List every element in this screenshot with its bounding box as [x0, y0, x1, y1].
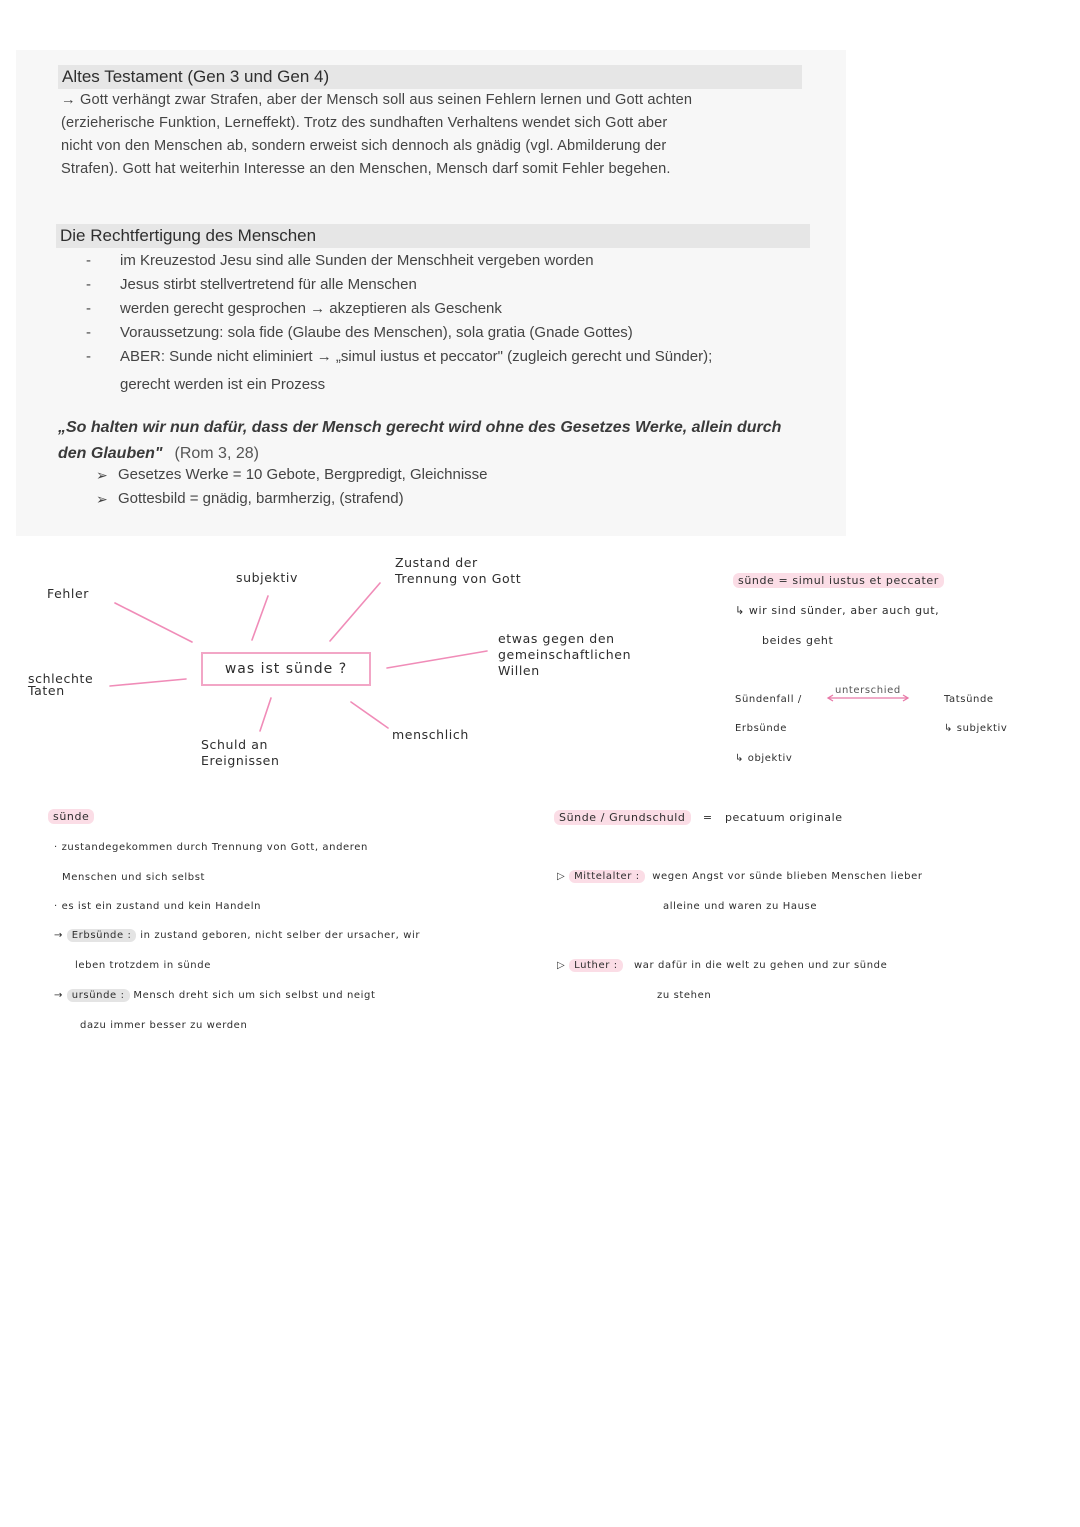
connector-schuld: [260, 698, 271, 731]
mindmap-node-zustand: [395, 555, 521, 587]
node-line: Taten: [28, 683, 65, 698]
paragraph-line: Strafen). Gott hat weiterhin Interesse an den Menschen, Mensch darf somit Fehler begehen.: [61, 161, 671, 177]
paragraph-line: (erzieherische Funktion, Lerneffekt). Trotz des sundhaften Verhaltens wendet sich Gott aber: [61, 115, 668, 131]
grundschuld-highlight: Sünde / Grundschuld: [554, 810, 691, 825]
list-item: - werden gerecht gesprochen → akzeptieren als Geschenk: [86, 300, 502, 317]
node-line: gemeinschaftlichen: [498, 647, 632, 662]
suende-heading: [48, 810, 94, 824]
section-heading-altes-testament: Altes Testament (Gen 3 und Gen 4): [58, 65, 802, 89]
erbsuende-cont: leben trotzdem in sünde: [75, 960, 211, 971]
triangle-bullet-icon: ➢: [96, 491, 108, 507]
quote-reference: (Rom 3, 28): [174, 445, 259, 462]
connector-subjektiv: [252, 596, 268, 640]
simul-sub-2: beides geht: [762, 634, 834, 647]
mittelalter-highlight: Mittelalter :: [569, 870, 645, 883]
mindmap-node-fehler: Fehler: [47, 586, 90, 601]
quote-points: [88, 463, 788, 511]
grundschuld-line: Sünde / Grundschuld = pecatuum originale: [554, 811, 843, 825]
mindmap-node-menschlich: menschlich: [392, 727, 469, 742]
unterschied-arrow-head-left: [828, 695, 833, 701]
connector-schlechte-taten: [110, 679, 186, 686]
suende-heading-highlight: sünde: [48, 809, 94, 824]
ursuende-cont: dazu immer besser zu werden: [80, 1020, 248, 1031]
suende-bullet-1-cont: Menschen und sich selbst: [62, 872, 206, 883]
connector-menschlich: [351, 702, 388, 728]
objektiv-label: ↳ objektiv: [735, 753, 793, 764]
node-line: Trennung von Gott: [395, 571, 522, 586]
node-line: Ereignissen: [201, 753, 280, 768]
unterschied-arrow-head-right: [903, 695, 908, 701]
mittelalter-line: ▷ Mittelalter : wegen Angst vor sünde blieben Menschen lieber: [557, 871, 923, 882]
list-item: - Jesus stirbt stellvertretend für alle Menschen: [86, 276, 417, 293]
list-item: - im Kreuzestod Jesu sind alle Sunden der Menschheit vergeben worden: [86, 252, 594, 269]
ursuende-highlight: ursünde :: [67, 989, 130, 1002]
node-line: Willen: [498, 663, 540, 678]
mindmap-node-gemeinschaft: [498, 631, 631, 679]
mittelalter-cont: alleine und waren zu Hause: [663, 901, 818, 912]
rechtfertigung-list: [60, 249, 820, 397]
mindmap-node-subjektiv: subjektiv: [236, 570, 298, 585]
suende-bullet-2: · es ist ein zustand und kein Handeln: [54, 901, 262, 912]
node-line: Zustand der: [395, 555, 478, 570]
connector-gemeinschaft: [387, 651, 487, 668]
section-heading-rechtfertigung: Die Rechtfertigung des Menschen: [56, 224, 810, 248]
tatsuende-label: Tatsünde: [944, 694, 994, 705]
suende-bullet-1: · zustandegekommen durch Trennung von Gott, anderen: [54, 842, 368, 853]
unterschied-label: unterschied: [835, 685, 901, 696]
ursuende-line: → ursünde : Mensch dreht sich um sich selbst und neigt: [54, 990, 376, 1001]
erbsuende-line: → Erbsünde : in zustand geboren, nicht selber der ursacher, wir: [54, 930, 421, 941]
altes-testament-paragraph: [61, 89, 803, 181]
simul-note: [733, 574, 944, 588]
mindmap-node-schlechte-taten: [28, 673, 93, 697]
quote-line-1: „So halten wir nun dafür, dass der Mensch gerecht wird ohne des Gesetzes Werke, allein durch: [58, 419, 782, 436]
node-line: schlechte: [28, 671, 94, 686]
list-item: - Voraussetzung: sola fide (Glaube des Menschen), sola gratia (Gnade Gottes): [86, 324, 633, 341]
subjektiv-label: ↳ subjektiv: [944, 723, 1008, 734]
connector-fehler: [115, 603, 192, 642]
paragraph-line: → Gott verhängt zwar Strafen, aber der Mensch soll aus seinen Fehlern lernen und Gott achten: [61, 92, 693, 108]
luther-highlight: Luther :: [569, 959, 623, 972]
bible-quote: [58, 415, 828, 467]
list-item: - ABER: Sunde nicht eliminiert → „simul iustus et peccator" (zugleich gerecht und Sünder);: [86, 348, 713, 365]
quote-line-2: den Glauben" (Rom 3, 28): [58, 445, 259, 462]
luther-cont: zu stehen: [657, 990, 712, 1001]
simul-highlight: sünde = simul iustus et peccater: [733, 573, 944, 588]
list-item: ➢ Gottesbild = gnädig, barmherzig, (strafend): [88, 487, 788, 511]
node-line: etwas gegen den: [498, 631, 615, 646]
list-item: ➢ Gesetzes Werke = 10 Gebote, Bergpredigt, Gleichnisse: [88, 463, 788, 487]
suendenfall-label: Sündenfall /: [735, 694, 802, 705]
luther-line: ▷ Luther : war dafür in die welt zu gehen und zur sünde: [557, 960, 888, 971]
simul-sub-1: ↳ wir sind sünder, aber auch gut,: [735, 604, 940, 617]
list-item-continuation: gerecht werden ist ein Prozess: [120, 376, 326, 393]
erbsuende-label: Erbsünde: [735, 723, 787, 734]
paragraph-line: nicht von den Menschen ab, sondern erweist sich dennoch als gnädig (vgl. Abmilderung der: [61, 138, 667, 154]
mindmap-center: was ist sünde ?: [201, 652, 371, 686]
erbsuende-highlight: Erbsünde :: [67, 929, 137, 942]
triangle-bullet-icon: ➢: [96, 467, 108, 483]
mindmap-node-schuld: [201, 737, 280, 769]
connector-zustand: [330, 583, 380, 641]
node-line: Schuld an: [201, 737, 269, 752]
